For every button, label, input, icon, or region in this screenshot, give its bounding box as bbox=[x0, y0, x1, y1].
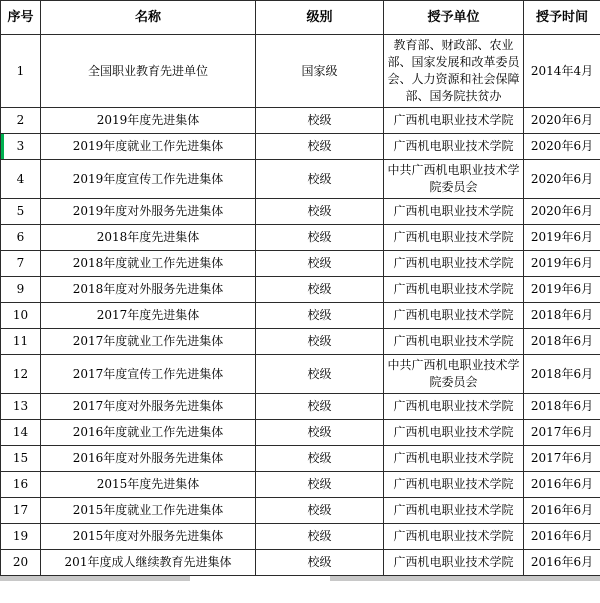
cell-date: 2020年6月 bbox=[524, 134, 600, 160]
cell-name: 2016年度对外服务先进集体 bbox=[41, 446, 256, 472]
cell-level: 国家级 bbox=[256, 35, 384, 108]
cell-grantor: 广西机电职业技术学院 bbox=[384, 225, 524, 251]
cell-index: 2 bbox=[1, 108, 41, 134]
cell-date: 2019年6月 bbox=[524, 251, 600, 277]
table-row-2 bbox=[1, 108, 600, 134]
table-row-10 bbox=[1, 303, 600, 329]
cell-name: 2015年度先进集体 bbox=[41, 472, 256, 498]
cell-level: 校级 bbox=[256, 160, 384, 199]
cell-level: 校级 bbox=[256, 472, 384, 498]
cell-name: 2019年度宣传工作先进集体 bbox=[41, 160, 256, 199]
header-row bbox=[1, 1, 600, 35]
cell-level: 校级 bbox=[256, 498, 384, 524]
cell-grantor: 广西机电职业技术学院 bbox=[384, 251, 524, 277]
table-header bbox=[1, 1, 600, 35]
bottom-partial-row-gap bbox=[190, 576, 330, 581]
cell-grantor: 广西机电职业技术学院 bbox=[384, 472, 524, 498]
table-row-11 bbox=[1, 329, 600, 355]
cell-grantor: 广西机电职业技术学院 bbox=[384, 134, 524, 160]
cell-grantor: 广西机电职业技术学院 bbox=[384, 108, 524, 134]
table-row-7 bbox=[1, 251, 600, 277]
cell-level: 校级 bbox=[256, 446, 384, 472]
cell-date: 2018年6月 bbox=[524, 303, 600, 329]
cell-index: 3 bbox=[1, 134, 41, 160]
cell-grantor: 广西机电职业技术学院 bbox=[384, 446, 524, 472]
cell-grantor: 教育部、财政部、农业部、国家发展和改革委员会、人力资源和社会保障部、国务院扶贫办 bbox=[384, 35, 524, 108]
table-row-13 bbox=[1, 394, 600, 420]
column-header-date: 授予时间 bbox=[524, 1, 600, 35]
cell-index: 11 bbox=[1, 329, 41, 355]
cell-date: 2016年6月 bbox=[524, 472, 600, 498]
cell-grantor: 广西机电职业技术学院 bbox=[384, 329, 524, 355]
cell-level: 校级 bbox=[256, 251, 384, 277]
cell-index: 7 bbox=[1, 251, 41, 277]
table-body bbox=[1, 35, 600, 576]
column-header-name: 名称 bbox=[41, 1, 256, 35]
cell-level: 校级 bbox=[256, 420, 384, 446]
cell-index: 13 bbox=[1, 394, 41, 420]
cell-index: 6 bbox=[1, 225, 41, 251]
cell-grantor: 中共广西机电职业技术学院委员会 bbox=[384, 160, 524, 199]
cell-index: 16 bbox=[1, 472, 41, 498]
cell-date: 2016年6月 bbox=[524, 524, 600, 550]
cell-grantor: 广西机电职业技术学院 bbox=[384, 498, 524, 524]
cell-index: 5 bbox=[1, 199, 41, 225]
cell-level: 校级 bbox=[256, 524, 384, 550]
cell-grantor: 广西机电职业技术学院 bbox=[384, 303, 524, 329]
cell-date: 2018年6月 bbox=[524, 394, 600, 420]
column-header-grantor: 授予单位 bbox=[384, 1, 524, 35]
cell-name: 201年度成人继续教育先进集体 bbox=[41, 550, 256, 576]
column-header-level: 级别 bbox=[256, 1, 384, 35]
cell-name: 2015年度就业工作先进集体 bbox=[41, 498, 256, 524]
cell-date: 2017年6月 bbox=[524, 446, 600, 472]
table-row-12 bbox=[1, 355, 600, 394]
table-row-6 bbox=[1, 225, 600, 251]
cell-date: 2018年6月 bbox=[524, 355, 600, 394]
cell-grantor: 广西机电职业技术学院 bbox=[384, 277, 524, 303]
cell-name: 2019年度对外服务先进集体 bbox=[41, 199, 256, 225]
cell-index: 12 bbox=[1, 355, 41, 394]
bottom-partial-row bbox=[0, 576, 600, 581]
cell-level: 校级 bbox=[256, 303, 384, 329]
table-row-4 bbox=[1, 160, 600, 199]
cell-grantor: 广西机电职业技术学院 bbox=[384, 394, 524, 420]
cell-date: 2014年4月 bbox=[524, 35, 600, 108]
cell-name: 2019年度先进集体 bbox=[41, 108, 256, 134]
cell-index: 14 bbox=[1, 420, 41, 446]
cell-grantor: 中共广西机电职业技术学院委员会 bbox=[384, 355, 524, 394]
cell-grantor: 广西机电职业技术学院 bbox=[384, 199, 524, 225]
table-row-3 bbox=[1, 134, 600, 160]
cell-date: 2018年6月 bbox=[524, 329, 600, 355]
cell-index: 15 bbox=[1, 446, 41, 472]
cell-index: 10 bbox=[1, 303, 41, 329]
cell-name: 2016年度就业工作先进集体 bbox=[41, 420, 256, 446]
cell-name: 2019年度就业工作先进集体 bbox=[41, 134, 256, 160]
cell-date: 2020年6月 bbox=[524, 199, 600, 225]
table-row-19 bbox=[1, 524, 600, 550]
cell-name: 2018年度对外服务先进集体 bbox=[41, 277, 256, 303]
cell-date: 2019年6月 bbox=[524, 225, 600, 251]
cell-name: 2015年度对外服务先进集体 bbox=[41, 524, 256, 550]
cell-index: 20 bbox=[1, 550, 41, 576]
cell-name: 2017年度先进集体 bbox=[41, 303, 256, 329]
cell-name: 2018年度就业工作先进集体 bbox=[41, 251, 256, 277]
table-row-14 bbox=[1, 420, 600, 446]
cell-index: 4 bbox=[1, 160, 41, 199]
cell-index: 17 bbox=[1, 498, 41, 524]
table-row-20 bbox=[1, 550, 600, 576]
table-row-1 bbox=[1, 35, 600, 108]
table-row-5 bbox=[1, 199, 600, 225]
cell-date: 2017年6月 bbox=[524, 420, 600, 446]
table-row-16 bbox=[1, 472, 600, 498]
cell-date: 2016年6月 bbox=[524, 550, 600, 576]
cell-name: 2017年度就业工作先进集体 bbox=[41, 329, 256, 355]
cell-level: 校级 bbox=[256, 225, 384, 251]
cell-name: 2017年度对外服务先进集体 bbox=[41, 394, 256, 420]
cell-level: 校级 bbox=[256, 394, 384, 420]
cell-index: 19 bbox=[1, 524, 41, 550]
table-row-17 bbox=[1, 498, 600, 524]
cell-grantor: 广西机电职业技术学院 bbox=[384, 524, 524, 550]
cell-date: 2016年6月 bbox=[524, 498, 600, 524]
cell-name: 全国职业教育先进单位 bbox=[41, 35, 256, 108]
cell-index: 1 bbox=[1, 35, 41, 108]
cell-date: 2020年6月 bbox=[524, 108, 600, 134]
cell-level: 校级 bbox=[256, 355, 384, 394]
cell-index: 9 bbox=[1, 277, 41, 303]
table-row-9 bbox=[1, 277, 600, 303]
cell-grantor: 广西机电职业技术学院 bbox=[384, 420, 524, 446]
cell-name: 2017年度宣传工作先进集体 bbox=[41, 355, 256, 394]
cell-level: 校级 bbox=[256, 199, 384, 225]
column-header-index: 序号 bbox=[1, 1, 41, 35]
cell-level: 校级 bbox=[256, 108, 384, 134]
table-row-15 bbox=[1, 446, 600, 472]
cell-date: 2020年6月 bbox=[524, 160, 600, 199]
cell-name: 2018年度先进集体 bbox=[41, 225, 256, 251]
cell-level: 校级 bbox=[256, 134, 384, 160]
cell-level: 校级 bbox=[256, 550, 384, 576]
cell-level: 校级 bbox=[256, 277, 384, 303]
cell-level: 校级 bbox=[256, 329, 384, 355]
cell-date: 2019年6月 bbox=[524, 277, 600, 303]
cell-grantor: 广西机电职业技术学院 bbox=[384, 550, 524, 576]
